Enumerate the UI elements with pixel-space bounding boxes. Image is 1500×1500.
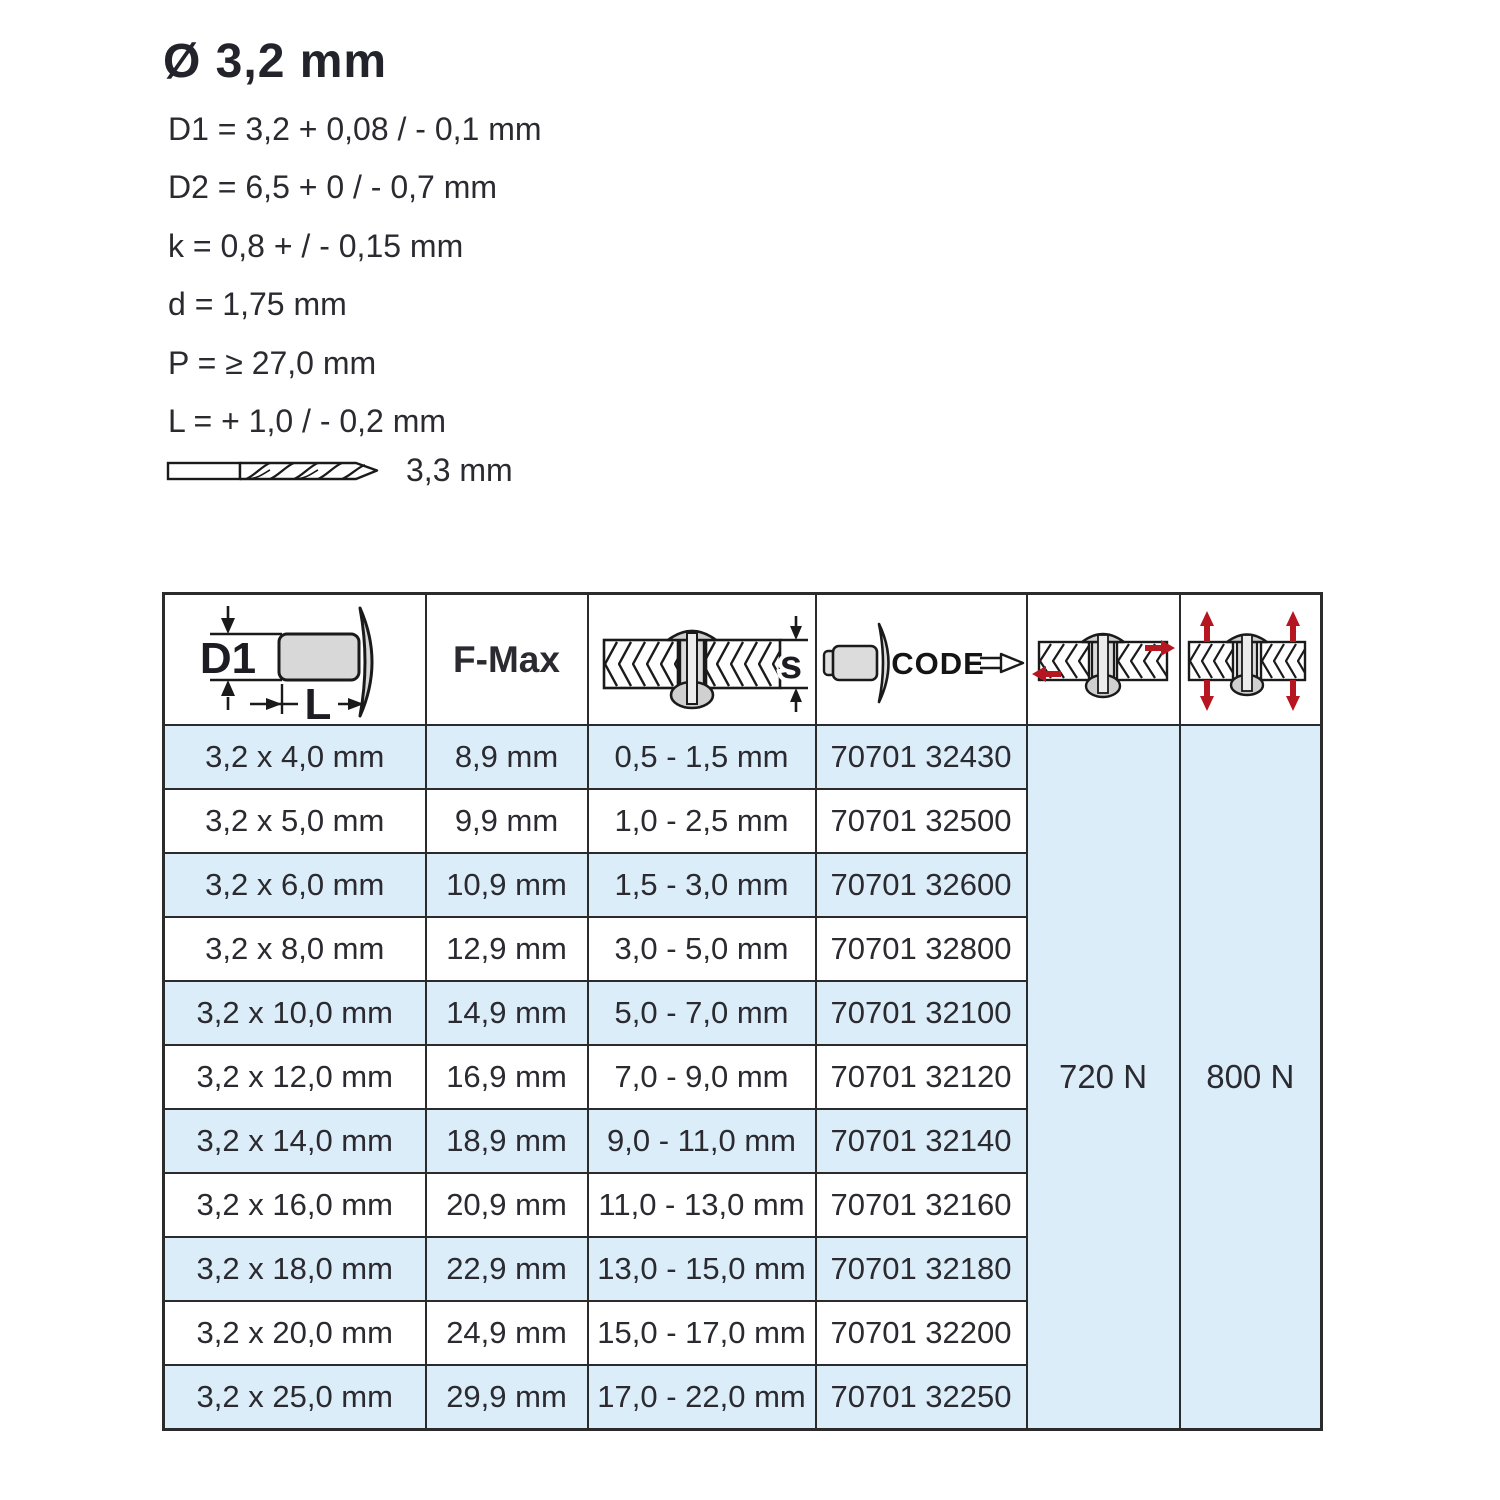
rivet-spec-table <box>162 592 1323 1431</box>
code-cell: 70701 32180 <box>816 1237 1027 1301</box>
shear-strength-value: 720 N <box>1027 725 1180 1430</box>
f-max-label: F-Max <box>453 638 560 680</box>
drill-size-label: 3,3 mm <box>406 452 513 488</box>
rivet-dimension-diagram-icon <box>165 596 425 724</box>
page-title: Ø 3,2 mm <box>163 35 388 88</box>
f-max-cell: 24,9 mm <box>426 1301 588 1365</box>
grip-range-cell: 13,0 - 15,0 mm <box>588 1237 816 1301</box>
spec-list <box>168 100 542 451</box>
grip-range-cell: 5,0 - 7,0 mm <box>588 981 816 1045</box>
header-f-max <box>426 594 588 726</box>
spec-line-k: k = 0,8 + / - 0,15 mm <box>168 227 464 264</box>
l-dimension-label: L <box>304 679 332 724</box>
f-max-cell: 22,9 mm <box>426 1237 588 1301</box>
header-tensile-strength <box>1180 594 1322 726</box>
f-max-cell: 8,9 mm <box>426 725 588 789</box>
dimension-cell: 3,2 x 18,0 mm <box>164 1237 426 1301</box>
code-cell: 70701 32100 <box>816 981 1027 1045</box>
f-max-cell: 12,9 mm <box>426 917 588 981</box>
code-cell: 70701 32430 <box>816 725 1027 789</box>
dimension-cell: 3,2 x 20,0 mm <box>164 1301 426 1365</box>
spec-line-p: P = ≥ 27,0 mm <box>168 344 377 381</box>
grip-range-cell: 1,5 - 3,0 mm <box>588 853 816 917</box>
grip-range-diagram-icon <box>589 596 815 724</box>
spec-line-d1: D1 = 3,2 + 0,08 / - 0,1 mm <box>168 110 542 147</box>
f-max-cell: 20,9 mm <box>426 1173 588 1237</box>
dimension-cell: 3,2 x 5,0 mm <box>164 789 426 853</box>
code-cell: 70701 32500 <box>816 789 1027 853</box>
dimension-cell: 3,2 x 14,0 mm <box>164 1109 426 1173</box>
grip-range-cell: 0,5 - 1,5 mm <box>588 725 816 789</box>
spec-table-body <box>164 725 1322 1430</box>
f-max-cell: 14,9 mm <box>426 981 588 1045</box>
table-header-row <box>164 594 1322 726</box>
table-row <box>164 725 1322 789</box>
grip-range-cell: 7,0 - 9,0 mm <box>588 1045 816 1109</box>
rivet-code-diagram-icon <box>817 596 1026 724</box>
dimension-cell: 3,2 x 4,0 mm <box>164 725 426 789</box>
dimension-cell: 3,2 x 8,0 mm <box>164 917 426 981</box>
code-cell: 70701 32800 <box>816 917 1027 981</box>
f-max-cell: 9,9 mm <box>426 789 588 853</box>
grip-range-cell: 3,0 - 5,0 mm <box>588 917 816 981</box>
spec-line-d2: D2 = 6,5 + 0 / - 0,7 mm <box>168 169 498 206</box>
dimension-cell: 3,2 x 16,0 mm <box>164 1173 426 1237</box>
dimension-cell: 3,2 x 12,0 mm <box>164 1045 426 1109</box>
f-max-cell: 16,9 mm <box>426 1045 588 1109</box>
code-cell: 70701 32200 <box>816 1301 1027 1365</box>
f-max-cell: 10,9 mm <box>426 853 588 917</box>
header-dimension-diagram <box>164 594 426 726</box>
grip-dimension-label: s <box>779 642 802 687</box>
code-cell: 70701 32160 <box>816 1173 1027 1237</box>
header-grip-range <box>588 594 816 726</box>
code-cell: 70701 32120 <box>816 1045 1027 1109</box>
spec-line-d: d = 1,75 mm <box>168 286 347 323</box>
code-cell: 70701 32250 <box>816 1365 1027 1430</box>
drill-bit-icon <box>166 454 384 488</box>
grip-range-cell: 9,0 - 11,0 mm <box>588 1109 816 1173</box>
code-label: CODE <box>890 645 985 681</box>
header-shear-strength <box>1027 594 1180 726</box>
f-max-cell: 18,9 mm <box>426 1109 588 1173</box>
dimension-cell: 3,2 x 25,0 mm <box>164 1365 426 1430</box>
code-cell: 70701 32600 <box>816 853 1027 917</box>
drill-size-row <box>166 452 513 489</box>
grip-range-cell: 17,0 - 22,0 mm <box>588 1365 816 1430</box>
grip-range-cell: 15,0 - 17,0 mm <box>588 1301 816 1365</box>
d1-dimension-label: D1 <box>199 633 256 683</box>
header-code <box>816 594 1027 726</box>
dimension-cell: 3,2 x 6,0 mm <box>164 853 426 917</box>
f-max-cell: 29,9 mm <box>426 1365 588 1430</box>
tensile-strength-value: 800 N <box>1180 725 1322 1430</box>
tensile-strength-icon <box>1181 596 1321 724</box>
dimension-cell: 3,2 x 10,0 mm <box>164 981 426 1045</box>
code-cell: 70701 32140 <box>816 1109 1027 1173</box>
shear-strength-icon <box>1028 596 1179 724</box>
grip-range-cell: 11,0 - 13,0 mm <box>588 1173 816 1237</box>
grip-range-cell: 1,0 - 2,5 mm <box>588 789 816 853</box>
spec-line-l: L = + 1,0 / - 0,2 mm <box>168 403 447 440</box>
